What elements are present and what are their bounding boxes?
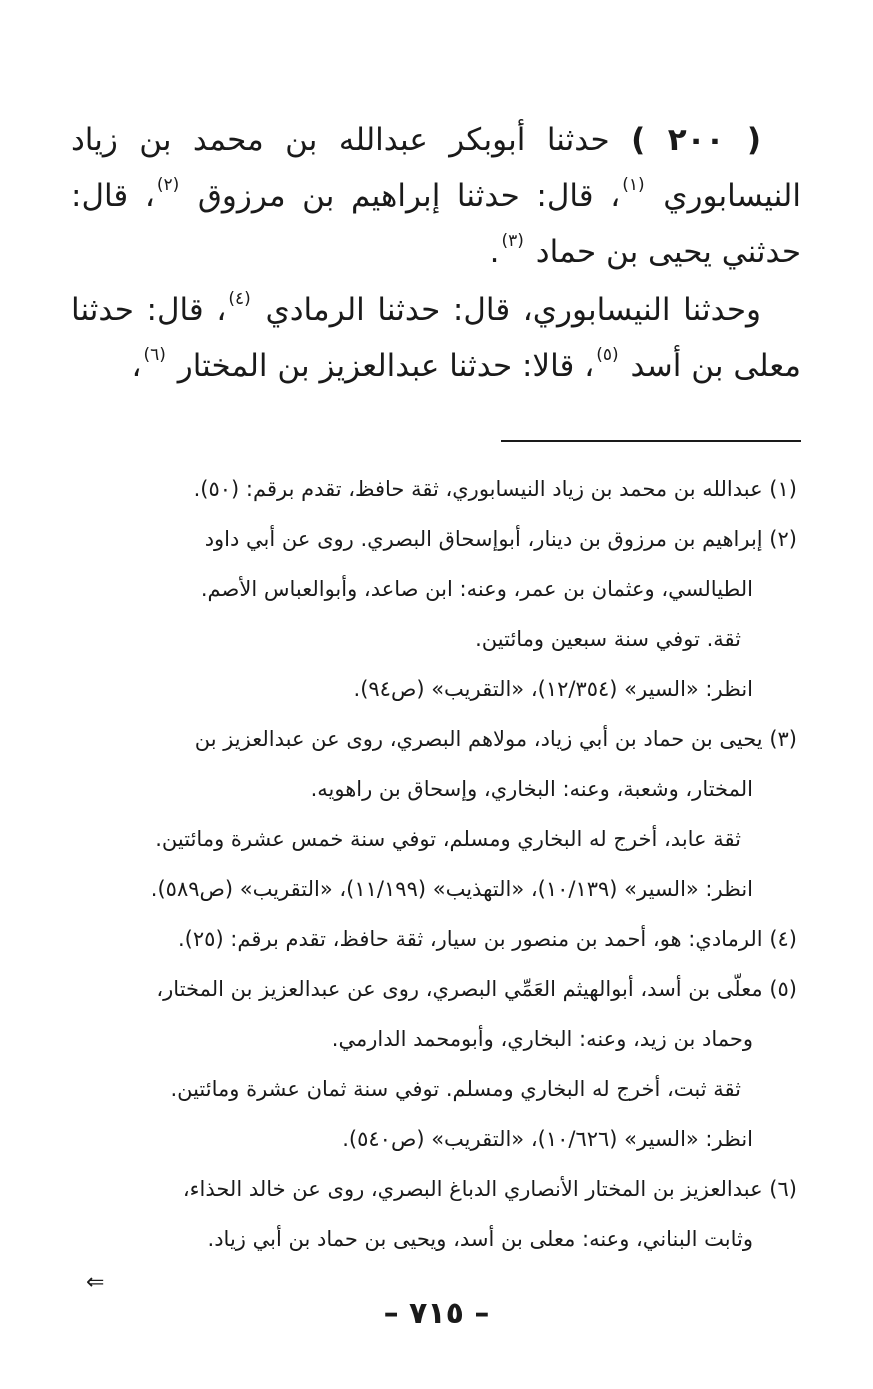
footnote-line: ثقة عابد، أخرج له البخاري ومسلم، توفي سنة خمس عشرة ومائتين.: [155, 827, 741, 851]
main-text: [71, 112, 801, 396]
continuation-arrow-icon: ⇐: [86, 1270, 105, 1295]
footnote-5: [75, 964, 797, 1164]
main-text-segment: ، قال: حدثنا إبراهيم بن مرزوق: [197, 178, 621, 214]
footnote-ref-1[interactable]: (١): [622, 175, 645, 195]
hadith-number: ( ٢٠٠ ): [631, 122, 762, 158]
main-text-segment: وحدثنا النيسابوري، قال: حدثنا الرمادي: [265, 292, 762, 328]
footnote-line: ثقة ثبت، أخرج له البخاري ومسلم. توفي سنة ثمان عشرة ومائتين.: [170, 1077, 741, 1101]
footnote-ref-5[interactable]: (٥): [596, 345, 619, 365]
footnote-2: [75, 514, 797, 714]
main-text-segment: ،: [131, 348, 142, 384]
footnote-divider: [501, 440, 801, 442]
footnote-6: [75, 1164, 797, 1264]
footnote-line: ثقة. توفي سنة سبعين ومائتين.: [475, 627, 741, 651]
footnote-line: انظر: «السير» (١٠/٦٢٦)، «التقريب» (ص٥٤٠).: [342, 1127, 753, 1151]
main-text-segment: .: [489, 234, 500, 270]
footnote-line: انظر: «السير» (١٢/٣٥٤)، «التقريب» (ص٩٤).: [353, 677, 753, 701]
footnote-line: وثابت البناني، وعنه: معلى بن أسد، ويحيى بن حماد بن أبي زياد.: [207, 1227, 753, 1251]
footnote-4: [75, 914, 797, 964]
footnote-ref-4[interactable]: (٤): [228, 289, 251, 309]
footnote-line: (٤) الرمادي: هو، أحمد بن منصور بن سيار، ثقة حافظ، تقدم برقم: (٢٥).: [178, 927, 797, 951]
footnote-line: (٢) إبراهيم بن مرزوق بن دينار، أبوإسحاق البصري. روى عن أبي داود: [204, 527, 797, 551]
footnote-line: (٣) يحيى بن حماد بن أبي زياد، مولاهم البصري، روى عن عبدالعزيز بن: [194, 727, 797, 751]
main-text-segment: ، قال: حدثني يحيى بن حماد: [71, 178, 801, 270]
footnote-1: [75, 464, 797, 514]
main-text-segment: ، قالا: حدثنا عبدالعزيز بن المختار: [177, 348, 595, 384]
footnote-ref-3[interactable]: (٣): [501, 231, 524, 251]
footnote-line: انظر: «السير» (١٠/١٣٩)، «التهذيب» (١١/١٩٩)، «التقريب» (ص٥٨٩).: [150, 877, 753, 901]
footnote-line: وحماد بن زيد، وعنه: البخاري، وأبومحمد الدارمي.: [331, 1027, 753, 1051]
footnote-line: (٦) عبدالعزيز بن المختار الأنصاري الدباغ البصري، روى عن خالد الحذاء،: [182, 1177, 797, 1201]
page-number: – ٧١٥ –: [383, 1296, 490, 1331]
footnote-ref-2[interactable]: (٢): [156, 175, 180, 195]
footnote-ref-6[interactable]: (٦): [143, 345, 166, 365]
hadith-paragraph-200: [71, 112, 801, 280]
main-text-segment: حدثنا أبوبكر عبدالله بن محمد بن زياد النيسابوري: [71, 122, 801, 214]
footnote-line: الطيالسي، وعثمان بن عمر، وعنه: ابن صاعد، وأبوالعباس الأصم.: [200, 577, 753, 601]
footnote-3: [75, 714, 797, 914]
footnotes: [75, 464, 797, 1264]
main-text-segment: ، قال: حدثنا معلى بن أسد: [71, 292, 801, 384]
footnote-line: (٥) معلّى بن أسد، أبوالهيثم العَمِّي البصري، روى عن عبدالعزيز بن المختار،: [156, 977, 797, 1001]
footnote-line: (١) عبدالله بن محمد بن زياد النيسابوري، ثقة حافظ، تقدم برقم: (٥٠).: [193, 477, 797, 501]
footnote-line: المختار، وشعبة، وعنه: البخاري، وإسحاق بن راهويه.: [310, 777, 753, 801]
chain-paragraph: [71, 282, 801, 394]
